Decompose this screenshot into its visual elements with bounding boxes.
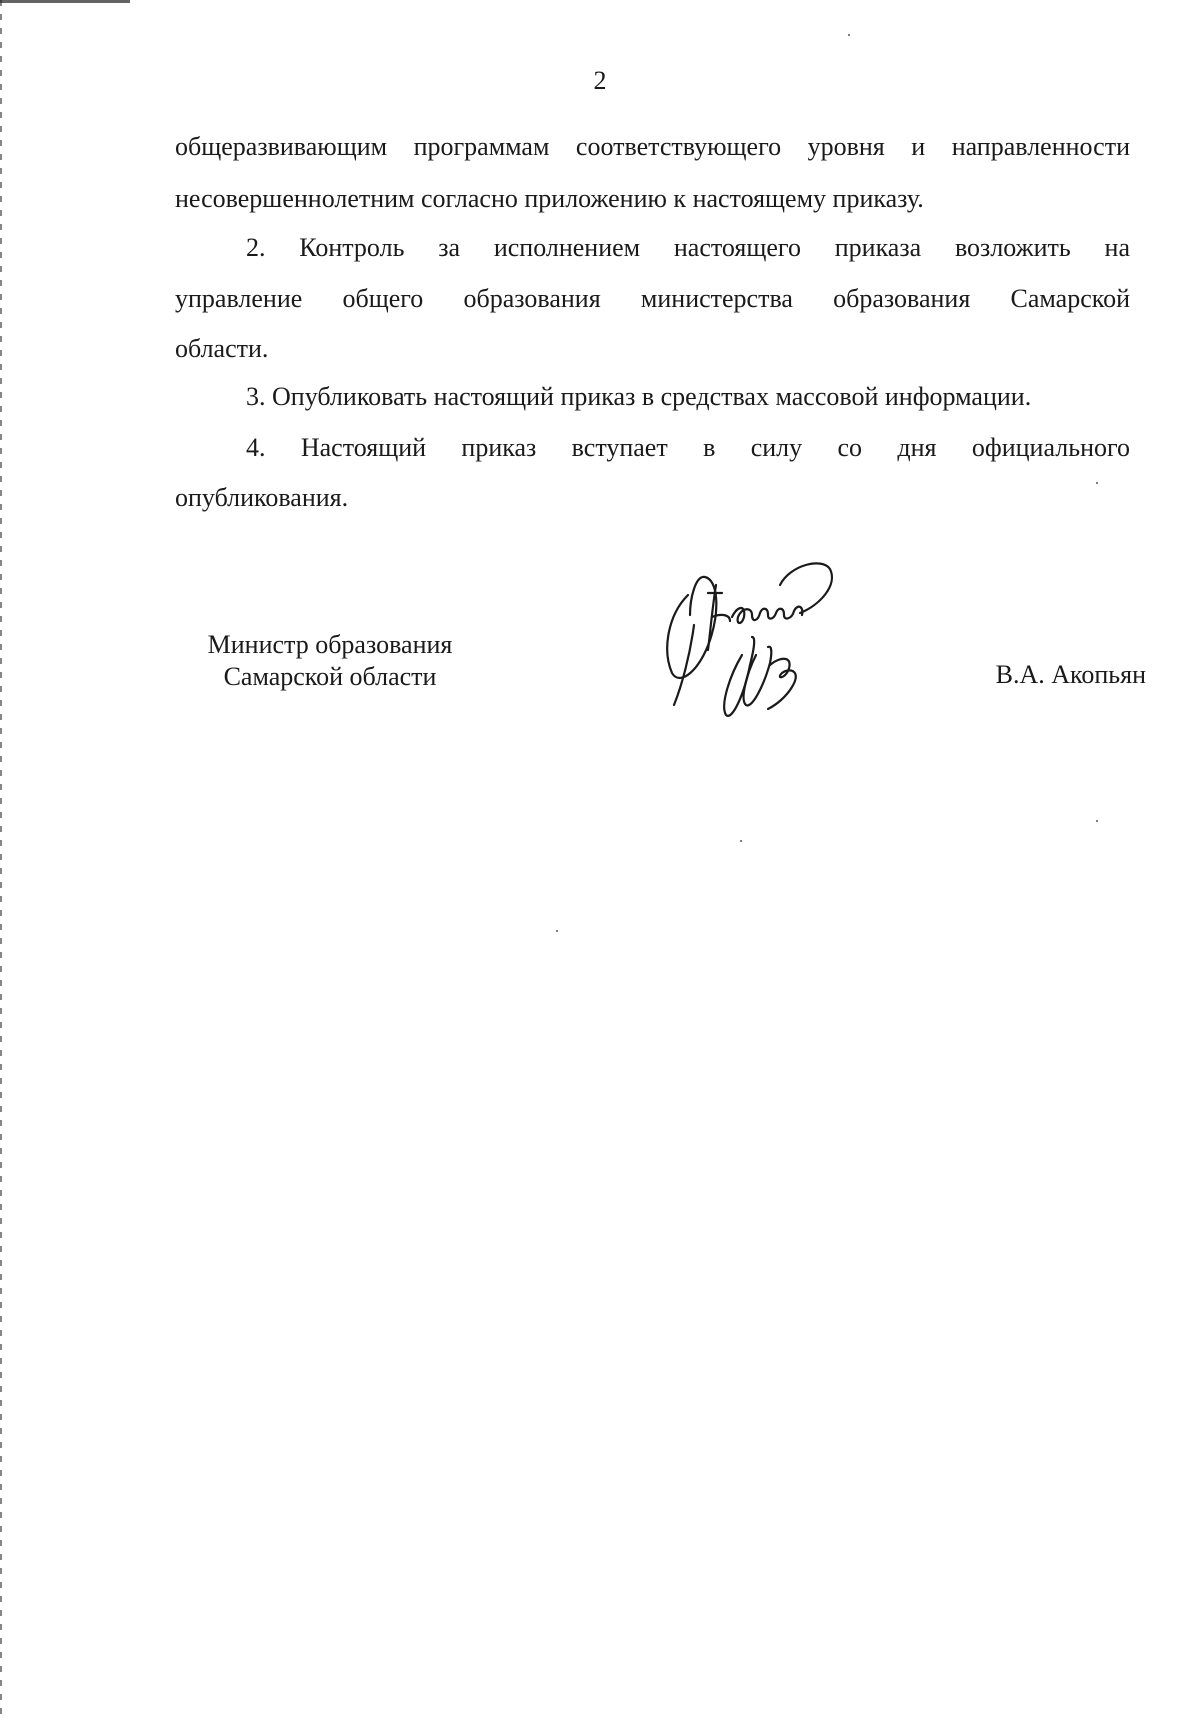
scan-speck [1096, 820, 1098, 822]
scan-speck [740, 840, 742, 842]
paragraph-4-line-2: опубликования. [175, 483, 349, 512]
paragraph-2-line-3: области. [175, 334, 269, 363]
signatory-role-line-2: Самарской области [223, 662, 437, 691]
scan-speck [848, 34, 850, 36]
handwritten-signature [660, 555, 870, 730]
page-number: 2 [593, 66, 607, 95]
paragraph-4-line-1: 4. Настоящий приказ вступает в силу со дня официального [246, 433, 1130, 462]
scan-top-artifact [0, 0, 130, 3]
paragraph-1-line-1: общеразвивающим программам соответствующего уровня и направленности [175, 132, 1130, 161]
signatory-role-line-1: Министр образования [207, 630, 453, 659]
paragraph-1-line-2: несовершеннолетним согласно приложению к настоящему приказу. [175, 184, 924, 213]
paragraph-2-line-1: 2. Контроль за исполнением настоящего приказа возложить на [246, 233, 1130, 262]
signatory-name: В.А. Акопьян [995, 660, 1146, 689]
scan-edge-artifact [0, 0, 2, 1719]
paragraph-2-line-2: управление общего образования министерства образования Самарской [175, 284, 1130, 313]
scan-speck [1096, 482, 1098, 484]
paragraph-3-line-1: 3. Опубликовать настоящий приказ в средствах массовой информации. [246, 382, 1032, 411]
scan-speck [556, 930, 558, 932]
